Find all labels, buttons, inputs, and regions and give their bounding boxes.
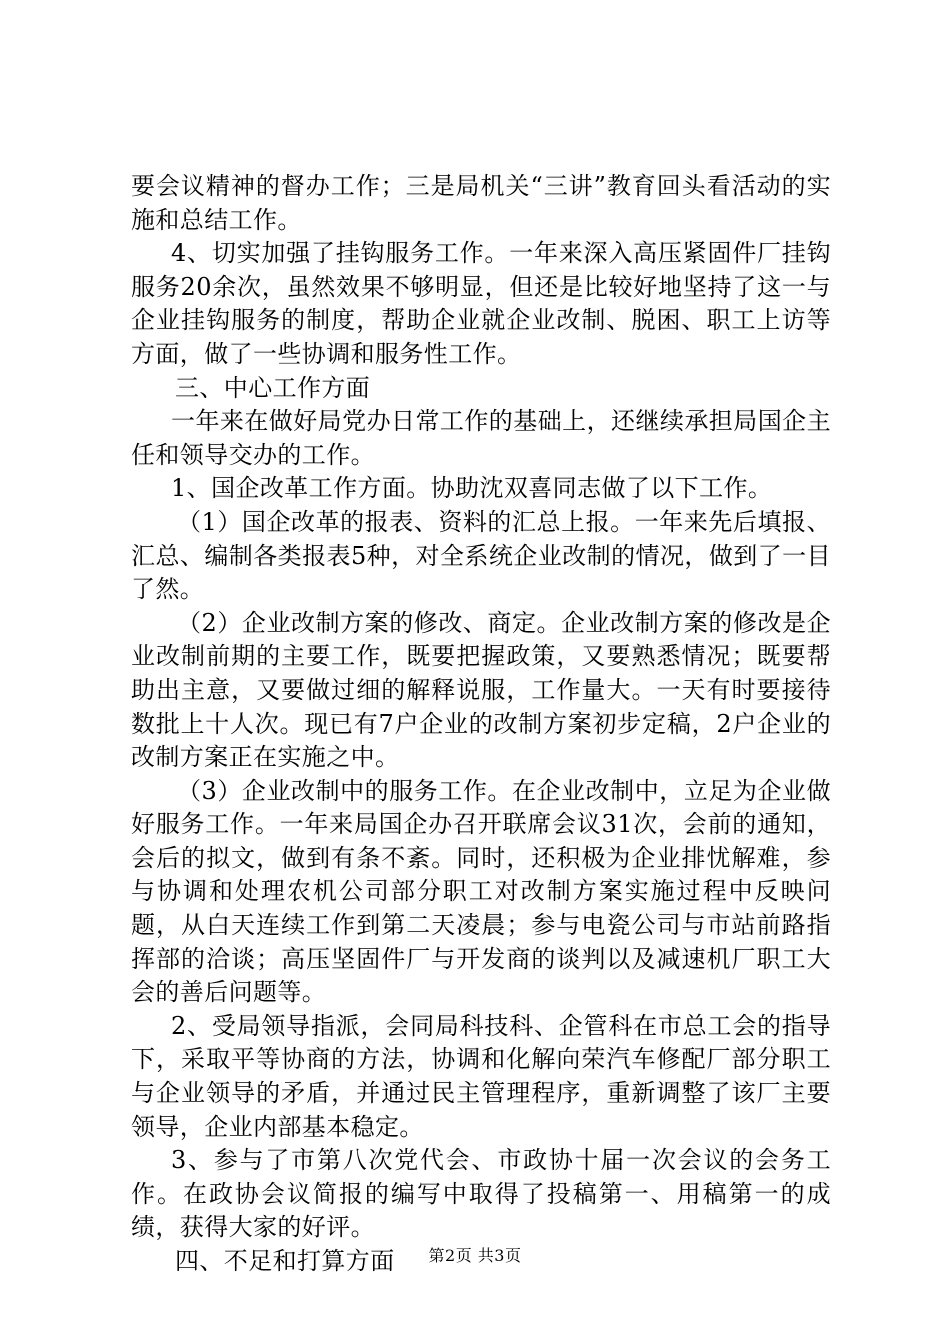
paragraph-sub-2: （2）企业改制方案的修改、商定。企业改制方案的修改是企业改制前期的主要工作，既要把握政策，又要熟悉情况；既要帮助出主意，又要做过细的解释说服，工作量大。一天有时要接待数批上十人次。现已有7户企业的改制方案初步定稿，2户企业的改制方案正在实施之中。: [131, 608, 831, 772]
section-heading-4: 四、不足和打算方面: [175, 1247, 395, 1275]
section-heading-3: 三、中心工作方面: [175, 373, 371, 402]
paragraph-sub-3: （3）企业改制中的服务工作。在企业改制中，立足为企业做好服务工作。一年来局国企办召开联席会议31次，会前的通知，会后的拟文，做到有条不紊。同时，还积极为企业排忧解难，参与协调和处理农机公司部分职工对改制方案实施过程中反映问题，从白天连续工作到第二天凌晨；参与电瓷公司与市站前路指挥部的洽谈；高压坚固件厂与开发商的谈判以及减速机厂职工大会的善后问题等。: [131, 776, 831, 1007]
paragraph-item-4: 4、切实加强了挂钩服务工作。一年来深入高压紧固件厂挂钩服务20余次，虽然效果不够明显，但还是比较好地坚持了这一与企业挂钩服务的制度，帮助企业就企业改制、脱困、职工上访等方面，做了一些协调和服务性工作。: [131, 239, 831, 368]
paragraph-item-1: 1、国企改革工作方面。协助沈双喜同志做了以下工作。: [171, 474, 773, 503]
paragraph-intro: 一年来在做好局党办日常工作的基础上，还继续承担局国企主任和领导交办的工作。: [131, 407, 831, 469]
paragraph-sub-1: （1）国企改革的报表、资料的汇总上报。一年来先后填报、汇总、编制各类报表5种，对全系统企业改制的情况，做到了一目了然。: [131, 507, 831, 604]
paragraph-item-3: 3、参与了市第八次党代会、市政协十届一次会议的会务工作。在政协会议简报的编写中取得了投稿第一、用稿第一的成绩，获得大家的好评。: [131, 1146, 831, 1242]
document-body: [131, 170, 831, 1279]
paragraph-continuation: 要会议精神的督办工作；三是局机关“三讲”教育回头看活动的实施和总结工作。: [131, 172, 831, 234]
page-footer: 第2页 共3页: [428, 1246, 522, 1265]
paragraph-item-2: 2、受局领导指派，会同局科技科、企管科在市总工会的指导下，采取平等协商的方法，协调和化解向荣汽车修配厂部分职工与企业领导的矛盾，并通过民主管理程序，重新调整了该厂主要领导，企业内部基本稳定。: [131, 1011, 831, 1141]
